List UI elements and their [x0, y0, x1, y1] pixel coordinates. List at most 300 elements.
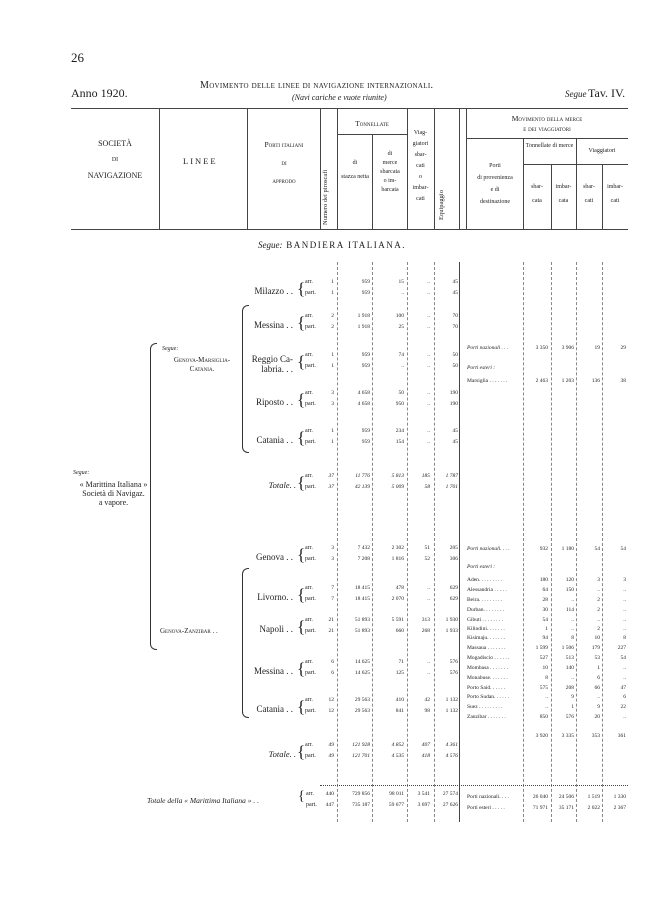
header-stazza-2: stazza netta — [341, 174, 369, 180]
destination-value: 1 519 — [587, 794, 600, 800]
company-name-2: Società di Navigaz. — [82, 489, 145, 498]
destination-value: 9 — [571, 694, 574, 700]
port-name: Catania . . — [256, 704, 293, 714]
cell-part: 660 — [395, 628, 404, 634]
destination-value: 3 — [623, 577, 626, 583]
arr-label: arr. — [305, 352, 313, 358]
header-viag-4: cati — [416, 163, 425, 169]
destination-name: Alessandria . . . . . — [467, 587, 507, 593]
cell-arr: 11 776 — [355, 473, 370, 479]
header-merce-5: barcata — [381, 187, 399, 193]
destination-name: Suez . . . . . . . . . — [467, 704, 503, 710]
destination-value: 2 367 — [613, 805, 626, 811]
destination-name: Monabuse. . . . . . . — [467, 675, 508, 681]
arr-label: arr. — [305, 473, 313, 479]
destination-value: 114 — [565, 607, 574, 613]
cell-part: 1 — [331, 439, 334, 445]
destination-value: 29 — [620, 345, 626, 351]
port-name: Milazzo . . — [254, 286, 293, 296]
cell-arr: 959 — [361, 428, 370, 434]
destination-name: Porti esteri : — [467, 365, 496, 371]
row-brace: { — [297, 352, 306, 371]
destination-value: 1 203 — [561, 378, 574, 384]
cell-arr: 1 — [331, 428, 334, 434]
header-societa-1: SOCIETÀ — [98, 139, 132, 148]
cell-part: 45 — [452, 439, 458, 445]
cell-arr: 3 — [331, 390, 334, 396]
cell-arr: 3 — [331, 545, 334, 551]
destination-value: 24 506 — [558, 794, 574, 800]
destination-name: Porti nazionali . . . — [467, 345, 509, 351]
cell-part: 1 132 — [445, 708, 458, 714]
destination-value: 38 — [620, 378, 626, 384]
page-subtitle: (Navi cariche e vuote riunite) — [292, 93, 387, 102]
cell-part: 190 — [449, 401, 458, 407]
company-prefix: Segue: — [73, 470, 90, 476]
flag-prefix: Segue: — [258, 240, 283, 250]
port-name: Totale. . — [268, 480, 296, 490]
line2-brace — [242, 568, 249, 718]
header-viag-6: imbar- — [412, 185, 429, 191]
header-movimento-2: e dei viaggiatori — [523, 124, 571, 133]
header-merce-2: merce — [382, 160, 398, 166]
cell-arr: 21 — [328, 617, 334, 623]
cell-arr: 70 — [452, 313, 458, 319]
page-number: 26 — [71, 50, 84, 65]
header-viag-2: giatori — [412, 141, 429, 147]
company-brace — [150, 343, 157, 650]
destination-value: 227 — [617, 645, 626, 651]
port-name: Messina . . — [254, 320, 293, 330]
part-label: part. — [305, 401, 316, 407]
destination-value: 2 — [597, 626, 600, 632]
cell-part: 1 — [331, 363, 334, 369]
destination-value: 850 — [539, 714, 548, 720]
destination-value: .. — [623, 607, 626, 613]
destination-value: 180 — [539, 577, 548, 583]
cell-part: 21 — [328, 628, 334, 634]
destination-name: Porto Said. . . . . . — [467, 685, 506, 691]
cell-arr: 4 361 — [445, 742, 458, 748]
grand-total-arr: 98 011 — [389, 791, 404, 797]
destination-value: 3 — [597, 577, 600, 583]
cell-arr: 190 — [449, 390, 458, 396]
cell-part: .. — [427, 439, 430, 445]
cell-arr: 185 — [421, 473, 430, 479]
cell-arr: .. — [427, 279, 430, 285]
cell-arr: 49 — [328, 742, 334, 748]
cell-arr: 15 — [398, 279, 404, 285]
destination-value: 8 — [623, 635, 626, 641]
cell-arr: .. — [427, 585, 430, 591]
destination-value: 54 — [542, 617, 548, 623]
cell-arr: 234 — [395, 428, 404, 434]
destination-value: 136 — [591, 378, 600, 384]
grand-total-part: 27 626 — [442, 802, 458, 808]
destination-value: 120 — [565, 577, 574, 583]
header-equipaggio: Equipaggio — [438, 190, 445, 220]
destination-value: 8 — [545, 675, 548, 681]
cell-part: 29 563 — [354, 708, 370, 714]
header-merce-3: sbarcata — [380, 169, 400, 175]
cell-arr: 2 — [331, 313, 334, 319]
cell-part: 959 — [361, 439, 370, 445]
cell-arr: 1 — [331, 352, 334, 358]
cell-part: 154 — [395, 439, 404, 445]
destination-value: 1 — [597, 665, 600, 671]
part-label: part. — [305, 484, 316, 490]
destination-value: 9 — [597, 704, 600, 710]
header-tonnellate: Tonnellate — [355, 119, 389, 128]
header-viaggiatori-r: Viaggiatori — [588, 148, 616, 154]
cell-arr: 18 415 — [354, 585, 370, 591]
row-brace: { — [297, 617, 306, 636]
cell-part: 98 — [424, 708, 430, 714]
part-label: part. — [305, 324, 316, 330]
cell-arr: 7 — [331, 585, 334, 591]
destination-value: 3 350 — [535, 345, 548, 351]
cell-arr: 4 852 — [391, 742, 404, 748]
destination-value: .. — [597, 694, 600, 700]
destination-value: 1 — [571, 704, 574, 710]
destination-value: 513 — [565, 655, 574, 661]
destination-value: 30 — [542, 607, 548, 613]
destination-value: 208 — [565, 685, 574, 691]
cell-part: .. — [427, 401, 430, 407]
destination-value: 2 — [597, 597, 600, 603]
destination-value: 6 — [623, 694, 626, 700]
port-name: Messina . . — [254, 666, 293, 676]
destination-value: 53 — [594, 655, 600, 661]
destination-value: 1 — [545, 626, 548, 632]
cell-arr: 45 — [452, 279, 458, 285]
cell-arr: 629 — [449, 585, 458, 591]
part-label: part. — [305, 363, 316, 369]
cell-part: 4 535 — [391, 753, 404, 759]
destination-value: 54 — [594, 546, 600, 552]
row-brace: { — [297, 428, 306, 447]
part-label: part. — [305, 290, 316, 296]
table-ref: Tav. IV. — [588, 86, 626, 100]
row-brace: { — [297, 659, 306, 678]
cell-part: 950 — [395, 401, 404, 407]
row-brace: { — [297, 697, 306, 716]
cell-arr: .. — [427, 352, 430, 358]
destination-name: Porti esteri : — [467, 564, 496, 570]
header-merce-4: o im- — [383, 178, 397, 184]
destination-value: 361 — [617, 733, 626, 739]
destination-value: 22 — [620, 704, 626, 710]
cell-part: .. — [427, 363, 430, 369]
cell-arr: 51 — [424, 545, 430, 551]
cell-arr: 121 928 — [352, 742, 370, 748]
header-viag-1: Viag- — [413, 130, 428, 136]
cell-part: 14 625 — [354, 670, 370, 676]
flag-heading: BANDIERA ITALIANA. — [286, 240, 407, 250]
grand-total-part: 447 — [325, 802, 334, 808]
cell-arr: 50 — [452, 352, 458, 358]
destination-value: .. — [571, 617, 574, 623]
destination-value: 35 171 — [558, 805, 574, 811]
cell-part: .. — [427, 670, 430, 676]
grand-total-arr: 3 541 — [417, 791, 430, 797]
arr-label: arr. — [305, 313, 313, 319]
header-imbar-v-2: cati — [610, 198, 620, 204]
header-viag-7: cati — [416, 196, 425, 202]
cell-part: 37 — [328, 484, 334, 490]
destination-name: Marsiglia . . . . . . . — [467, 378, 508, 384]
cell-arr: 50 — [398, 390, 404, 396]
arr-label: arr. — [305, 617, 313, 623]
header-imbar-1: imbar- — [555, 184, 572, 190]
grand-total-part: 59 677 — [388, 802, 404, 808]
row-brace: { — [297, 545, 306, 564]
destination-name: Mombasa . . . . . . . — [467, 665, 508, 671]
destination-value: 1 180 — [561, 546, 574, 552]
cell-part: .. — [427, 290, 430, 296]
destination-value: 8 — [571, 635, 574, 641]
destination-value: 575 — [539, 685, 548, 691]
port-name: Genova . . — [256, 552, 293, 562]
cell-arr: 37 — [328, 473, 334, 479]
line1-name-1: Genova-Marsiglia- — [173, 356, 231, 364]
cell-part: 1 — [331, 290, 334, 296]
destination-value: 6 — [597, 675, 600, 681]
cell-part: 6 — [331, 670, 334, 676]
cell-part: 2 070 — [391, 596, 404, 602]
destination-value: 576 — [565, 714, 574, 720]
header-sbar-v-2: cati — [584, 198, 594, 204]
cell-arr: 1 787 — [445, 473, 458, 479]
cell-part: 18 415 — [354, 596, 370, 602]
destination-value: 1 599 — [535, 645, 548, 651]
cell-part: 959 — [361, 290, 370, 296]
cell-part: 125 — [395, 670, 404, 676]
destination-value: 527 — [539, 655, 548, 661]
destination-value: 94 — [542, 635, 548, 641]
destination-value: .. — [571, 675, 574, 681]
cell-part: 12 — [328, 708, 334, 714]
destination-name: Porto Sudan. . . . . . — [467, 694, 510, 700]
cell-arr: 5 591 — [391, 617, 404, 623]
row-brace: { — [297, 390, 306, 409]
cell-part: 5 009 — [391, 484, 404, 490]
cell-part: 7 — [331, 596, 334, 602]
destination-name: Zanzibar . . . . . . . — [467, 714, 506, 720]
cell-part: 58 — [424, 484, 430, 490]
header-sbar-2: cata — [532, 198, 542, 204]
header-movimento-1: Movimento della merce — [511, 114, 583, 123]
destination-value: .. — [623, 587, 626, 593]
header-porti-3: approdo — [272, 176, 296, 185]
destination-name: Porti nazionali. . . . — [467, 794, 509, 800]
destination-name: Kisimaju. . . . . . . — [467, 635, 506, 641]
cell-arr: 6 — [331, 659, 334, 665]
part-label: part. — [305, 670, 316, 676]
destination-name: Durban. . . . . . . . — [467, 607, 505, 613]
cell-arr: 959 — [361, 352, 370, 358]
arr-label: arr. — [305, 279, 313, 285]
destination-value: 2 022 — [587, 805, 600, 811]
cell-arr: .. — [427, 390, 430, 396]
cell-part: .. — [401, 363, 404, 369]
row-brace: { — [297, 279, 306, 298]
header-imbar-2: cata — [558, 198, 569, 204]
header-stazza-1: di — [352, 160, 358, 166]
cell-arr: 959 — [361, 279, 370, 285]
row-brace: { — [297, 742, 306, 761]
part-label: part. — [305, 439, 316, 445]
destination-value: 932 — [539, 546, 548, 552]
cell-part: 70 — [452, 324, 458, 330]
destination-value: 2 — [597, 607, 600, 613]
cell-part: 576 — [449, 670, 458, 676]
destination-value: .. — [623, 714, 626, 720]
header-porti-dest-2: di provenienza — [477, 175, 513, 181]
cell-arr: 576 — [449, 659, 458, 665]
line1-prefix: Segue: — [162, 346, 179, 352]
cell-arr: 71 — [398, 659, 404, 665]
destination-value: 150 — [565, 587, 574, 593]
cell-part: 418 — [421, 753, 430, 759]
cell-part: 49 — [328, 753, 334, 759]
cell-arr: 12 — [328, 697, 334, 703]
destination-value: 140 — [565, 665, 574, 671]
grand-total-arr-label: arr. — [306, 791, 314, 797]
arr-label: arr. — [305, 390, 313, 396]
header-porti-2: di — [281, 158, 287, 167]
grand-total-label: Totale della « Marittima Italiana » . . — [147, 796, 260, 805]
destination-name: Aden. . . . . . . . . — [467, 577, 503, 583]
cell-part: 268 — [421, 628, 430, 634]
cell-part: 2 — [331, 324, 334, 330]
line2-name: Genova-Zanzibar . . — [160, 627, 218, 635]
port-name: Catania . . — [256, 435, 293, 445]
part-label: part. — [305, 596, 316, 602]
destination-value: .. — [571, 597, 574, 603]
cell-part: .. — [401, 290, 404, 296]
destination-value: 47 — [620, 685, 626, 691]
cell-part: .. — [427, 324, 430, 330]
company-name-3: a vapore. — [98, 498, 129, 507]
destination-value: 71 971 — [532, 805, 548, 811]
port-name: labria. . . — [261, 364, 293, 374]
cell-arr: 100 — [395, 313, 404, 319]
port-name: Livorno. . — [257, 592, 293, 602]
cell-part: 50 — [452, 363, 458, 369]
port-name: Riposto . . — [255, 397, 293, 407]
destination-value: 54 — [620, 546, 626, 552]
destination-value: 3 335 — [561, 733, 574, 739]
cell-part: 1 816 — [391, 556, 404, 562]
arr-label: arr. — [305, 697, 313, 703]
destination-name: Porti nazionali. . . . — [467, 546, 510, 552]
destination-value: .. — [623, 675, 626, 681]
cell-part: 3 — [331, 556, 334, 562]
destination-name: Mogadiscio . . . . . . — [467, 655, 510, 661]
destination-value: 3 906 — [561, 345, 574, 351]
cell-part: 841 — [395, 708, 404, 714]
destination-name: Porti esteri . . . . . — [467, 805, 505, 811]
header-imbar-v-1: imbar- — [607, 184, 623, 190]
row-brace: { — [297, 473, 306, 492]
cell-arr: 313 — [421, 617, 430, 623]
destination-name: Kilindini. . . . . . . — [467, 626, 505, 632]
port-name: Napoli . . — [259, 624, 293, 634]
cell-arr: 29 563 — [354, 697, 370, 703]
destination-value: 1 330 — [613, 794, 626, 800]
arr-label: arr. — [305, 742, 313, 748]
cell-arr: 14 625 — [354, 659, 370, 665]
cell-arr: 1 — [331, 279, 334, 285]
cell-part: 1 701 — [445, 484, 458, 490]
destination-value: .. — [571, 626, 574, 632]
header-societa-3: NAVIGAZIONE — [87, 171, 143, 180]
destination-value: .. — [545, 704, 548, 710]
destination-value: 54 — [620, 655, 626, 661]
cell-arr: 45 — [452, 428, 458, 434]
destination-value: 66 — [594, 685, 600, 691]
cell-arr: 205 — [449, 545, 458, 551]
cell-part: 121 701 — [352, 753, 370, 759]
destination-value: 3 920 — [535, 733, 548, 739]
header-porti-dest-1: Porti — [489, 163, 501, 169]
cell-arr: 42 — [424, 697, 430, 703]
destination-value: 26 040 — [532, 794, 548, 800]
header-sbar-1: sbar- — [531, 184, 543, 190]
destination-value: .. — [623, 626, 626, 632]
header-porti-dest-4: destinazione — [480, 199, 510, 205]
arr-label: arr. — [305, 585, 313, 591]
destination-value: .. — [545, 694, 548, 700]
destination-value: 28 — [542, 597, 548, 603]
cell-part: 4 658 — [357, 401, 370, 407]
cell-arr: 407 — [421, 742, 430, 748]
cell-part: 959 — [361, 363, 370, 369]
part-label: part. — [305, 628, 316, 634]
cell-arr: .. — [427, 428, 430, 434]
grand-total-part-label: part. — [306, 802, 317, 808]
header-tonn-merci: Tonnellate di merce — [525, 143, 574, 149]
cell-arr: .. — [427, 659, 430, 665]
cell-arr: 410 — [395, 697, 404, 703]
destination-value: 353 — [591, 733, 600, 739]
port-name: Reggio Ca- — [251, 354, 293, 364]
cell-arr: 1 132 — [445, 697, 458, 703]
destination-value: 20 — [594, 714, 600, 720]
cell-arr: .. — [427, 313, 430, 319]
destination-value: .. — [623, 597, 626, 603]
cell-part: 629 — [449, 596, 458, 602]
header-sbar-v-1: sbar- — [583, 184, 595, 190]
cell-arr: 478 — [395, 585, 404, 591]
header-numero-piroscafi: Numero dei piroscafi — [322, 169, 329, 225]
arr-label: arr. — [305, 428, 313, 434]
header-porti-dest-3: e di — [490, 187, 500, 193]
header-linee: LINEE — [183, 156, 218, 166]
cell-part: 1 933 — [445, 628, 458, 634]
destination-value: .. — [597, 587, 600, 593]
destination-value: .. — [623, 617, 626, 623]
cell-part: 4 576 — [445, 753, 458, 759]
header-viag-5: o — [419, 174, 422, 180]
destination-value: 64 — [542, 587, 548, 593]
grand-total-part: 3 697 — [417, 802, 430, 808]
destination-value: 2 463 — [535, 378, 548, 384]
destination-value: 10 — [594, 635, 600, 641]
header-porti-1: Porti italiani — [264, 140, 304, 149]
cell-arr: 51 893 — [354, 617, 370, 623]
